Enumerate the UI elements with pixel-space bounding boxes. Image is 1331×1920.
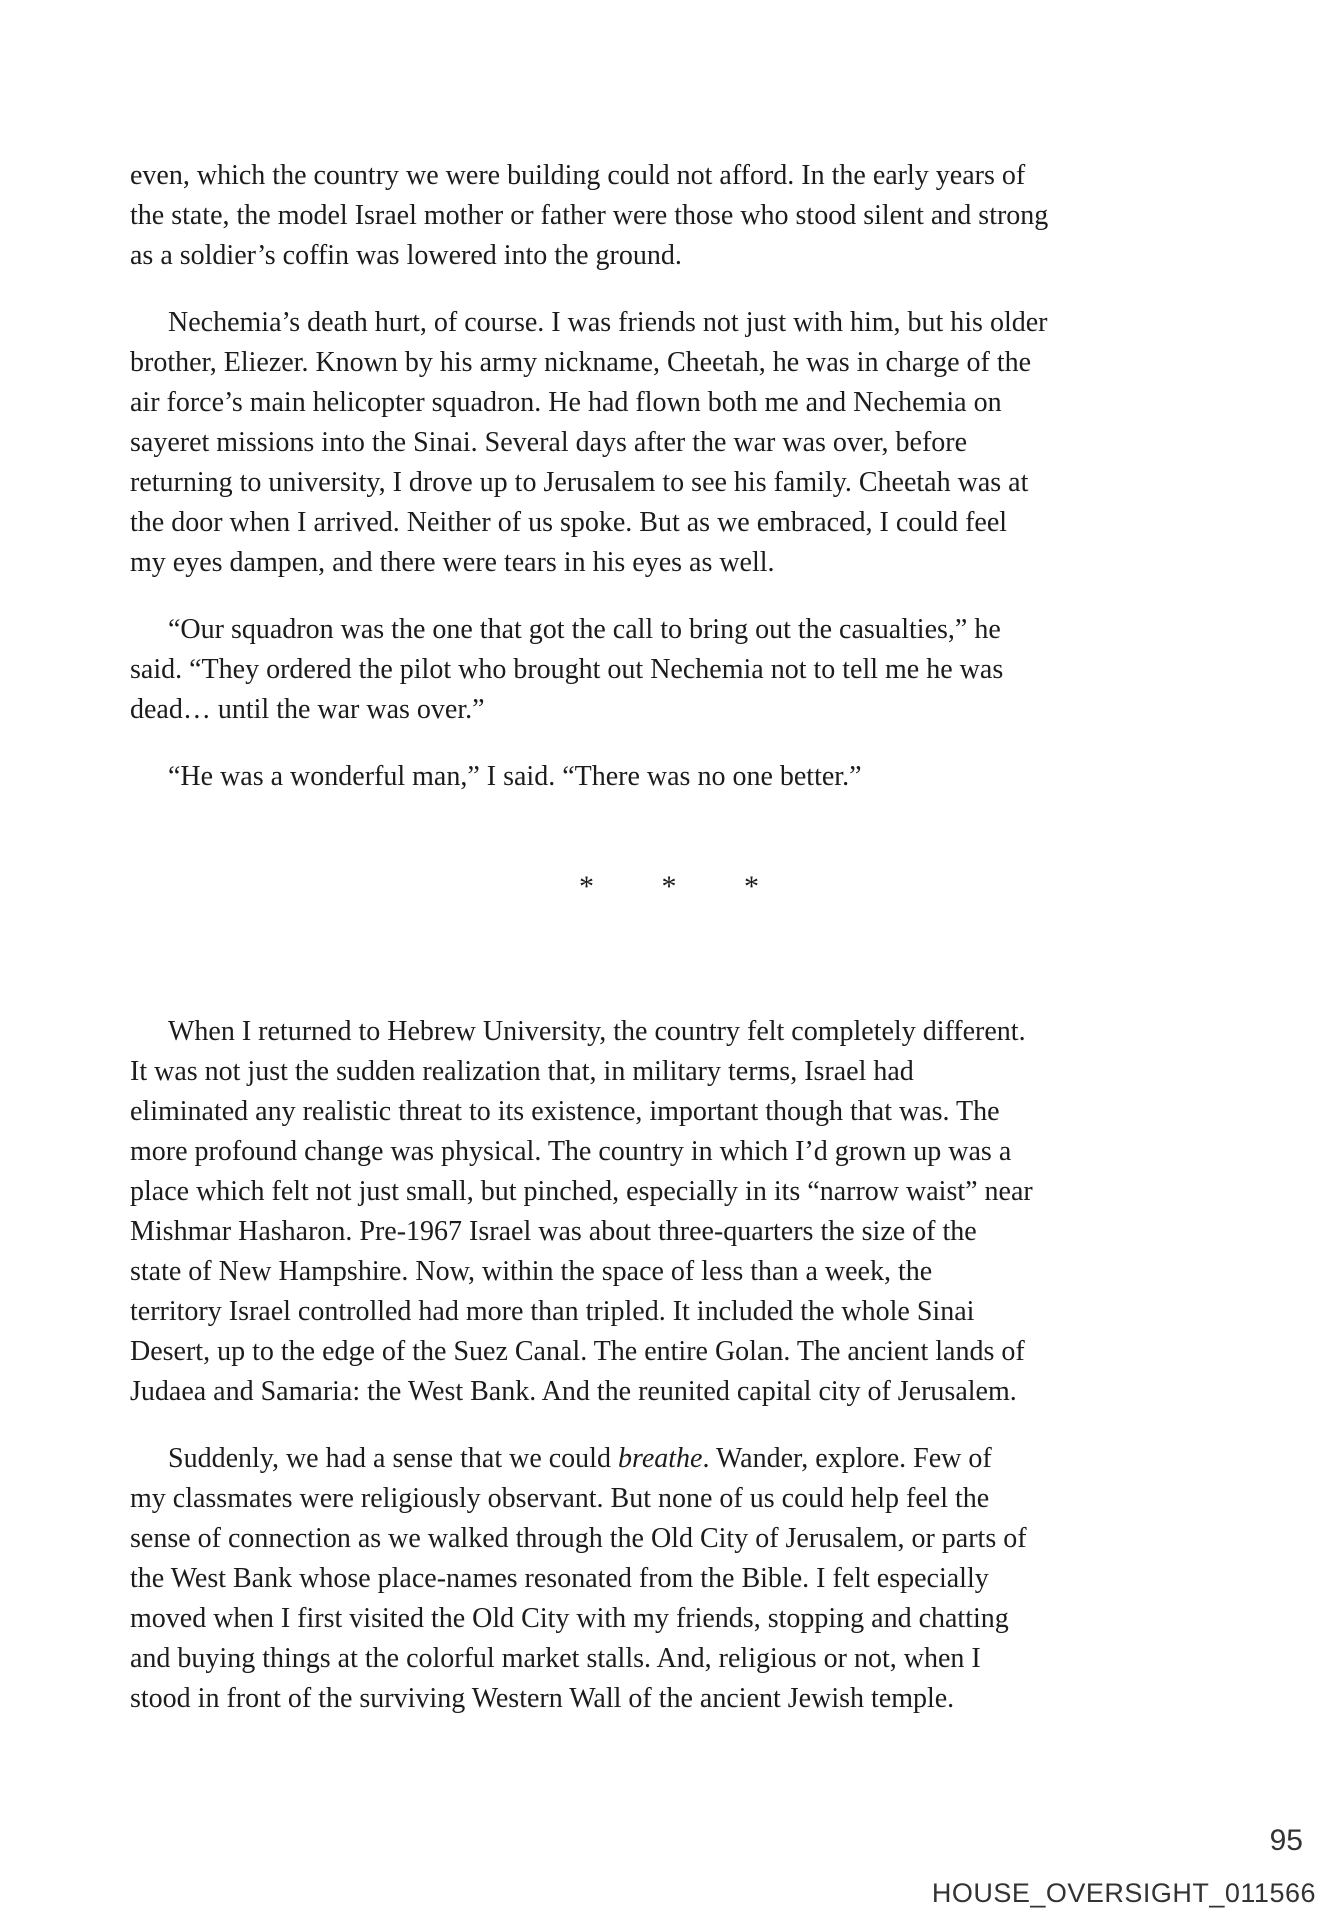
text-run: . Wander, explore. Few of	[702, 1443, 992, 1474]
text-run: air force’s main helicopter squadron. He had flown both me and Nechemia on	[130, 387, 1002, 418]
text-line	[130, 1439, 1208, 1479]
text-line	[130, 463, 1208, 503]
text-run: sense of connection as we walked through the Old City of Jerusalem, or parts of	[130, 1523, 1027, 1554]
text-run: state of New Hampshire. Now, within the space of less than a week, the	[130, 1256, 933, 1287]
text-line	[130, 423, 1208, 463]
text-line	[130, 383, 1208, 423]
paragraph	[130, 303, 1208, 583]
text-line	[130, 1132, 1208, 1172]
text-run: even, which the country we were building could not afford. In the early years of	[130, 160, 1026, 191]
text-run: Mishmar Hasharon. Pre-1967 Israel was about three-quarters the size of the	[130, 1216, 977, 1247]
text-line	[130, 1599, 1208, 1639]
text-line	[130, 650, 1208, 690]
text-line	[130, 1519, 1208, 1559]
text-run: “He was a wonderful man,” I said. “There was no one better.”	[168, 761, 862, 792]
text-line	[130, 610, 1208, 650]
text-run: as a soldier’s coffin was lowered into the ground.	[130, 240, 682, 271]
text-run: sayeret missions into the Sinai. Several days after the war was over, before	[130, 427, 968, 458]
text-run: brother, Eliezer. Known by his army nickname, Cheetah, he was in charge of the	[130, 347, 1032, 378]
text-run: the door when I arrived. Neither of us spoke. But as we embraced, I could feel	[130, 507, 1008, 538]
body-text	[130, 156, 1208, 1746]
text-run: place which felt not just small, but pinched, especially in its “narrow waist” near	[130, 1176, 1033, 1207]
text-run: and buying things at the colorful market stalls. And, religious or not, when I	[130, 1643, 981, 1674]
bates-stamp: HOUSE_OVERSIGHT_011566	[931, 1878, 1316, 1908]
text-line	[130, 196, 1208, 236]
paragraph	[130, 610, 1208, 730]
text-line	[130, 1052, 1208, 1092]
text-run: Judaea and Samaria: the West Bank. And the reunited capital city of Jerusalem.	[130, 1376, 1017, 1407]
text-line	[130, 1479, 1208, 1519]
section-break-asterisks: * * *	[579, 870, 759, 903]
page-number: 95	[1269, 1824, 1303, 1857]
text-run: breathe	[617, 1443, 703, 1474]
text-line	[130, 543, 1208, 583]
text-line	[130, 1679, 1208, 1719]
text-line	[130, 1092, 1208, 1132]
text-line	[130, 156, 1208, 196]
text-line	[130, 1332, 1208, 1372]
text-line	[130, 1372, 1208, 1412]
text-run: my eyes dampen, and there were tears in his eyes as well.	[130, 547, 775, 578]
text-line	[130, 1252, 1208, 1292]
text-run: “Our squadron was the one that got the call to bring out the casualties,” he	[168, 614, 1001, 645]
text-run: Desert, up to the edge of the Suez Canal. The entire Golan. The ancient lands of	[130, 1336, 1025, 1367]
text-run: the state, the model Israel mother or father were those who stood silent and strong	[130, 200, 1049, 231]
text-line	[130, 1012, 1208, 1052]
text-run: the West Bank whose place-names resonated from the Bible. I felt especially	[130, 1563, 989, 1594]
text-line	[130, 343, 1208, 383]
text-run: stood in front of the surviving Western Wall of the ancient Jewish temple.	[130, 1683, 955, 1714]
text-line	[130, 236, 1208, 276]
text-run: Suddenly, we had a sense that we could	[168, 1443, 618, 1474]
text-line	[130, 1559, 1208, 1599]
text-run: moved when I first visited the Old City with my friends, stopping and chatting	[130, 1603, 1009, 1634]
paragraph	[130, 1012, 1208, 1412]
text-line	[130, 303, 1208, 343]
text-line	[130, 503, 1208, 543]
text-run: dead… until the war was over.”	[130, 694, 485, 725]
text-run: Nechemia’s death hurt, of course. I was friends not just with him, but his older	[168, 307, 1048, 338]
paragraph	[130, 156, 1208, 276]
text-run: returning to university, I drove up to Jerusalem to see his family. Cheetah was at	[130, 467, 1029, 498]
text-line	[130, 757, 1208, 797]
text-line	[130, 1212, 1208, 1252]
text-run: territory Israel controlled had more than tripled. It included the whole Sinai	[130, 1296, 975, 1327]
text-run: more profound change was physical. The country in which I’d grown up was a	[130, 1136, 1012, 1167]
text-line	[130, 1172, 1208, 1212]
text-run: my classmates were religiously observant. But none of us could help feel the	[130, 1483, 990, 1514]
text-run: said. “They ordered the pilot who brought out Nechemia not to tell me he was	[130, 654, 1004, 685]
paragraph	[130, 757, 1208, 797]
paragraph	[130, 1439, 1208, 1719]
text-line	[130, 690, 1208, 730]
text-line	[130, 1639, 1208, 1679]
text-run: It was not just the sudden realization that, in military terms, Israel had	[130, 1056, 914, 1087]
text-line	[130, 1292, 1208, 1332]
text-run: When I returned to Hebrew University, the country felt completely different.	[168, 1016, 1026, 1047]
text-run: eliminated any realistic threat to its existence, important though that was. The	[130, 1096, 1000, 1127]
